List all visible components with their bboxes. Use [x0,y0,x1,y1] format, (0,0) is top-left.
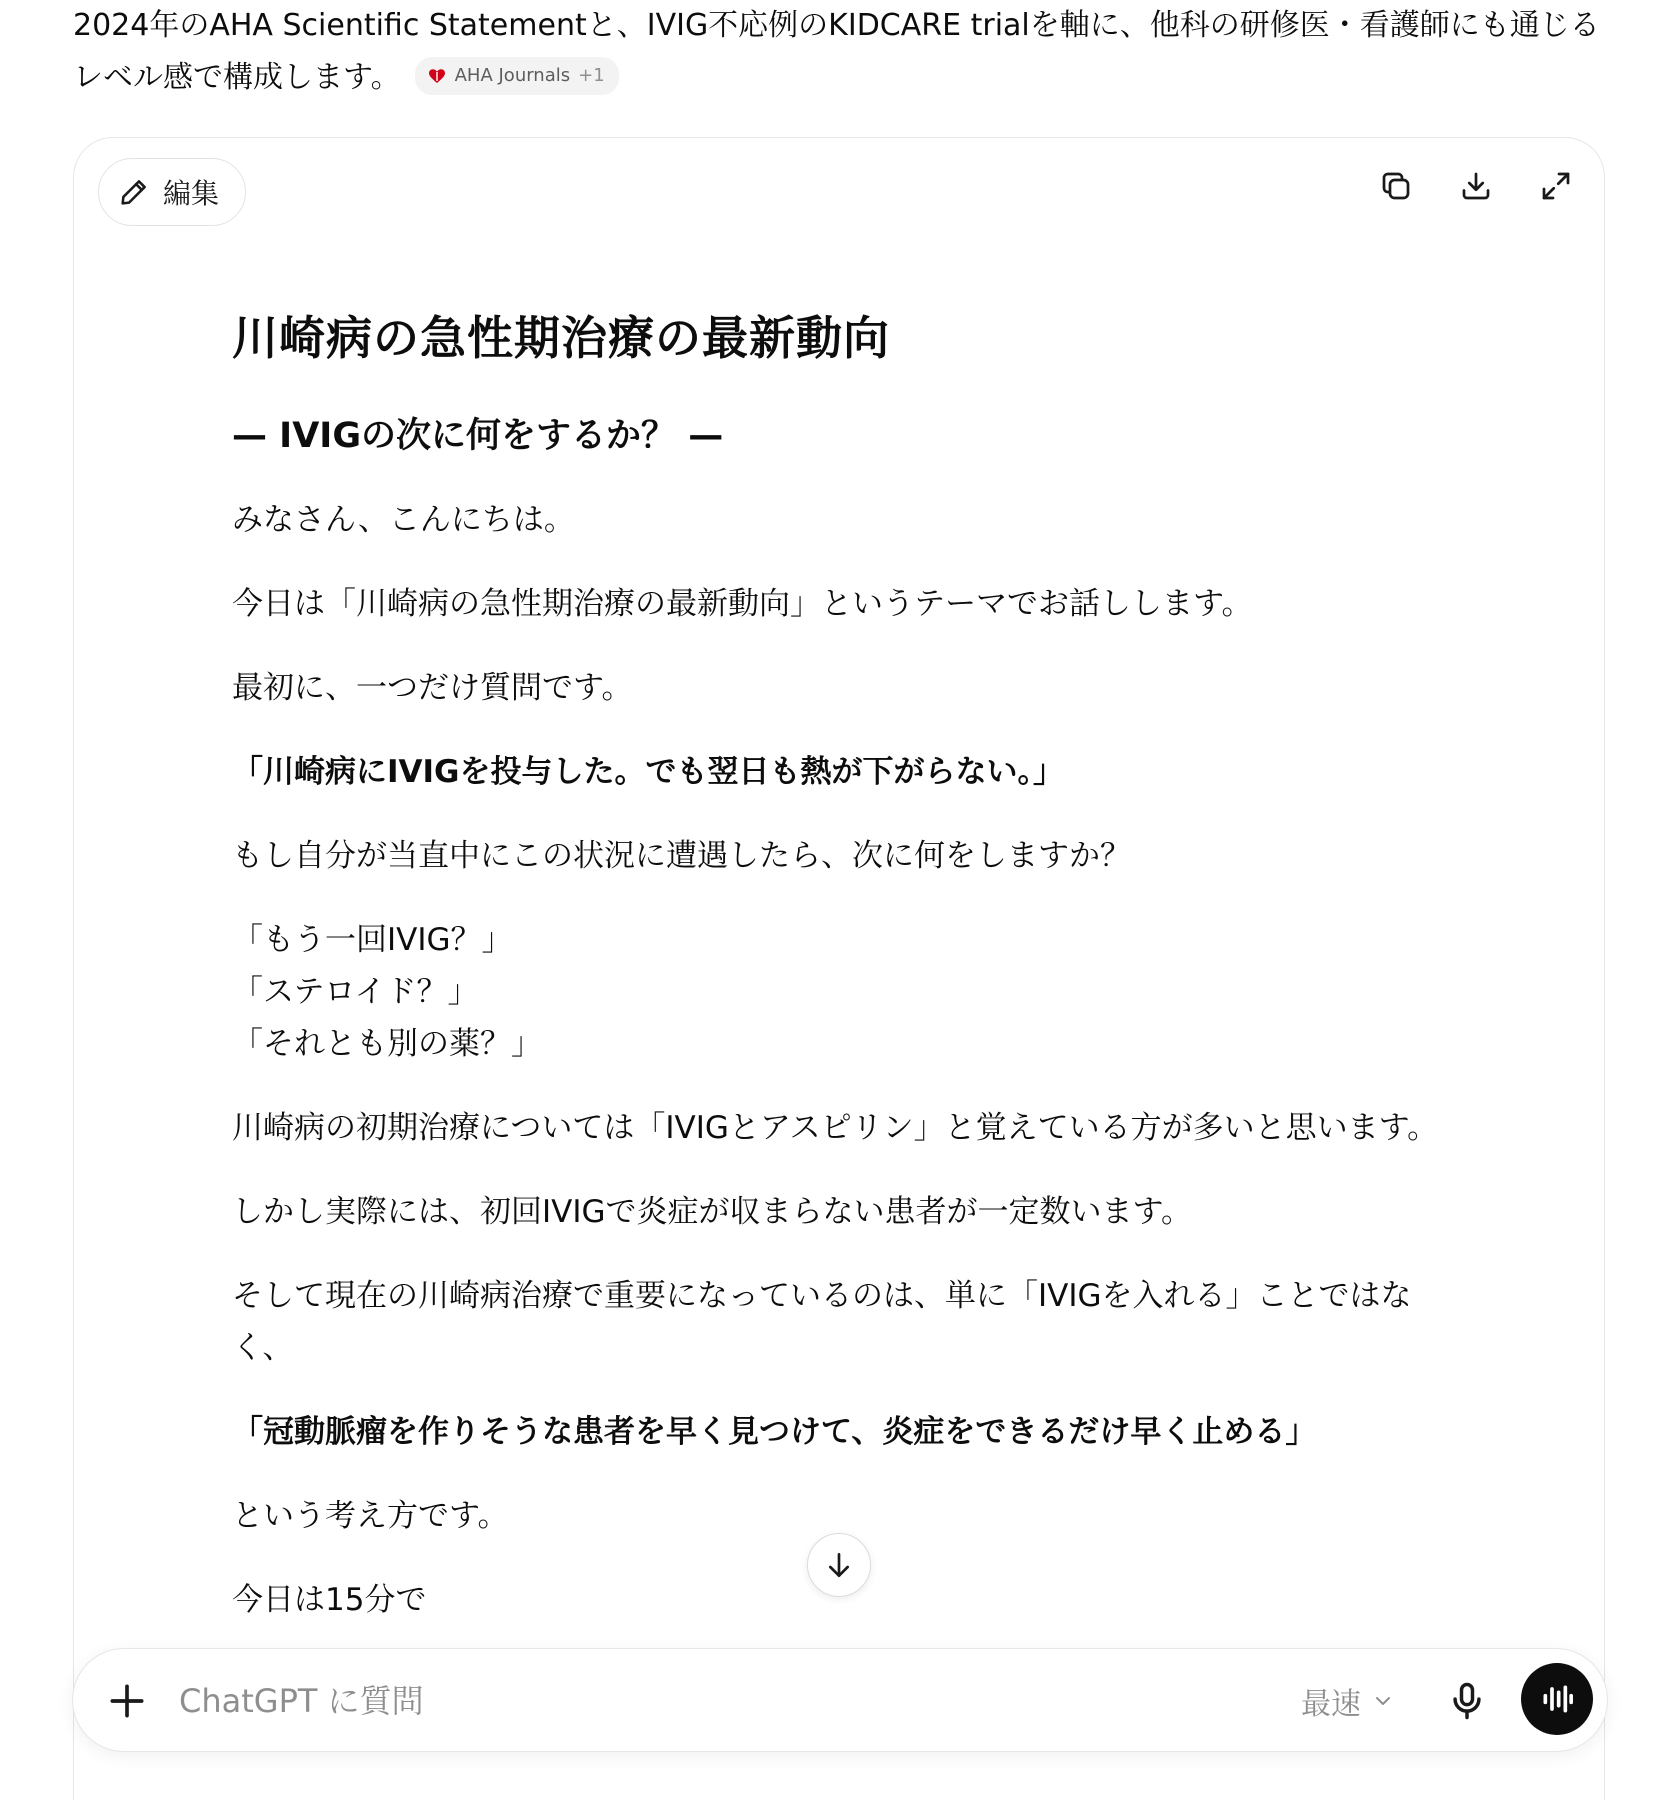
option-line-3: 「それとも別の薬？」 [232,1026,542,1062]
chat-input[interactable] [177,1675,1231,1727]
expand-button[interactable] [1536,166,1576,206]
paragraph-agenda-intro: 今日は15分で [232,1582,427,1618]
scroll-down-button[interactable] [807,1533,871,1597]
download-button[interactable] [1456,166,1496,206]
paragraph-case-quote: 「川崎病にIVIGを投与した。でも翌日も熱が下がらない。」 [232,754,1065,790]
model-label: 最速 [1301,1687,1361,1722]
copy-icon [1378,168,1414,204]
copy-button[interactable] [1376,166,1416,206]
paragraph-key-message: 「冠動脈瘤を作りそうな患者を早く見つけて、炎症をできるだけ早く止める」 [232,1414,1317,1450]
paragraph-initial-treatment: 川崎病の初期治療については「IVIGとアスピリン」と覚えている方が多いと思います。 [232,1110,1439,1146]
waveform-icon [1537,1679,1577,1719]
model-selector[interactable] [1301,1677,1395,1725]
paragraph-options [232,914,1462,1070]
aha-heart-icon [427,66,447,86]
document-body [232,308,1462,1710]
message-composer [72,1648,1608,1752]
edit-button[interactable] [98,158,246,226]
assistant-intro-message [73,0,1613,104]
pencil-icon [117,175,151,209]
option-line-2: 「ステロイド？」 [232,974,479,1010]
citation-pill[interactable] [415,57,619,95]
paragraph-theme: 今日は「川崎病の急性期治療の最新動向」というテーマでお話しします。 [232,586,1253,622]
paragraph-greeting: みなさん、こんにちは。 [232,502,575,538]
citation-count: +1 [578,64,605,86]
intro-text: 2024年のAHA Scientific Statementと、IVIG不応例のKIDCARE trialを軸に、他科の研修医・看護師にも通じるレベル感で構成します。 [73,8,1600,95]
document-subtitle: — IVIGの次に何をするか？ — [232,416,724,456]
document-title: 川崎病の急性期治療の最新動向 [232,311,890,365]
plus-icon[interactable] [105,1679,149,1723]
chevron-down-icon [1371,1689,1395,1713]
expand-icon [1538,168,1574,204]
paragraph-current-approach: そして現在の川崎病治療で重要になっているのは、単に「IVIGを入れる」ことではなく、 [232,1278,1412,1366]
microphone-icon[interactable] [1445,1679,1489,1723]
arrow-down-icon [823,1549,855,1581]
edit-label: 編集 [163,177,220,210]
document-toolbar [1376,166,1576,206]
download-icon [1458,168,1494,204]
citation-label: AHA Journals [454,64,571,86]
paragraph-concept: という考え方です。 [232,1498,509,1534]
voice-mode-button[interactable] [1521,1663,1593,1735]
option-line-1: 「もう一回IVIG？」 [232,922,513,958]
paragraph-ivig-resistance: しかし実際には、初回IVIGで炎症が収まらない患者が一定数います。 [232,1194,1193,1230]
paragraph-question: もし自分が当直中にこの状況に遭遇したら、次に何をしますか？ [232,838,1131,874]
paragraph-question-intro: 最初に、一つだけ質問です。 [232,670,633,706]
